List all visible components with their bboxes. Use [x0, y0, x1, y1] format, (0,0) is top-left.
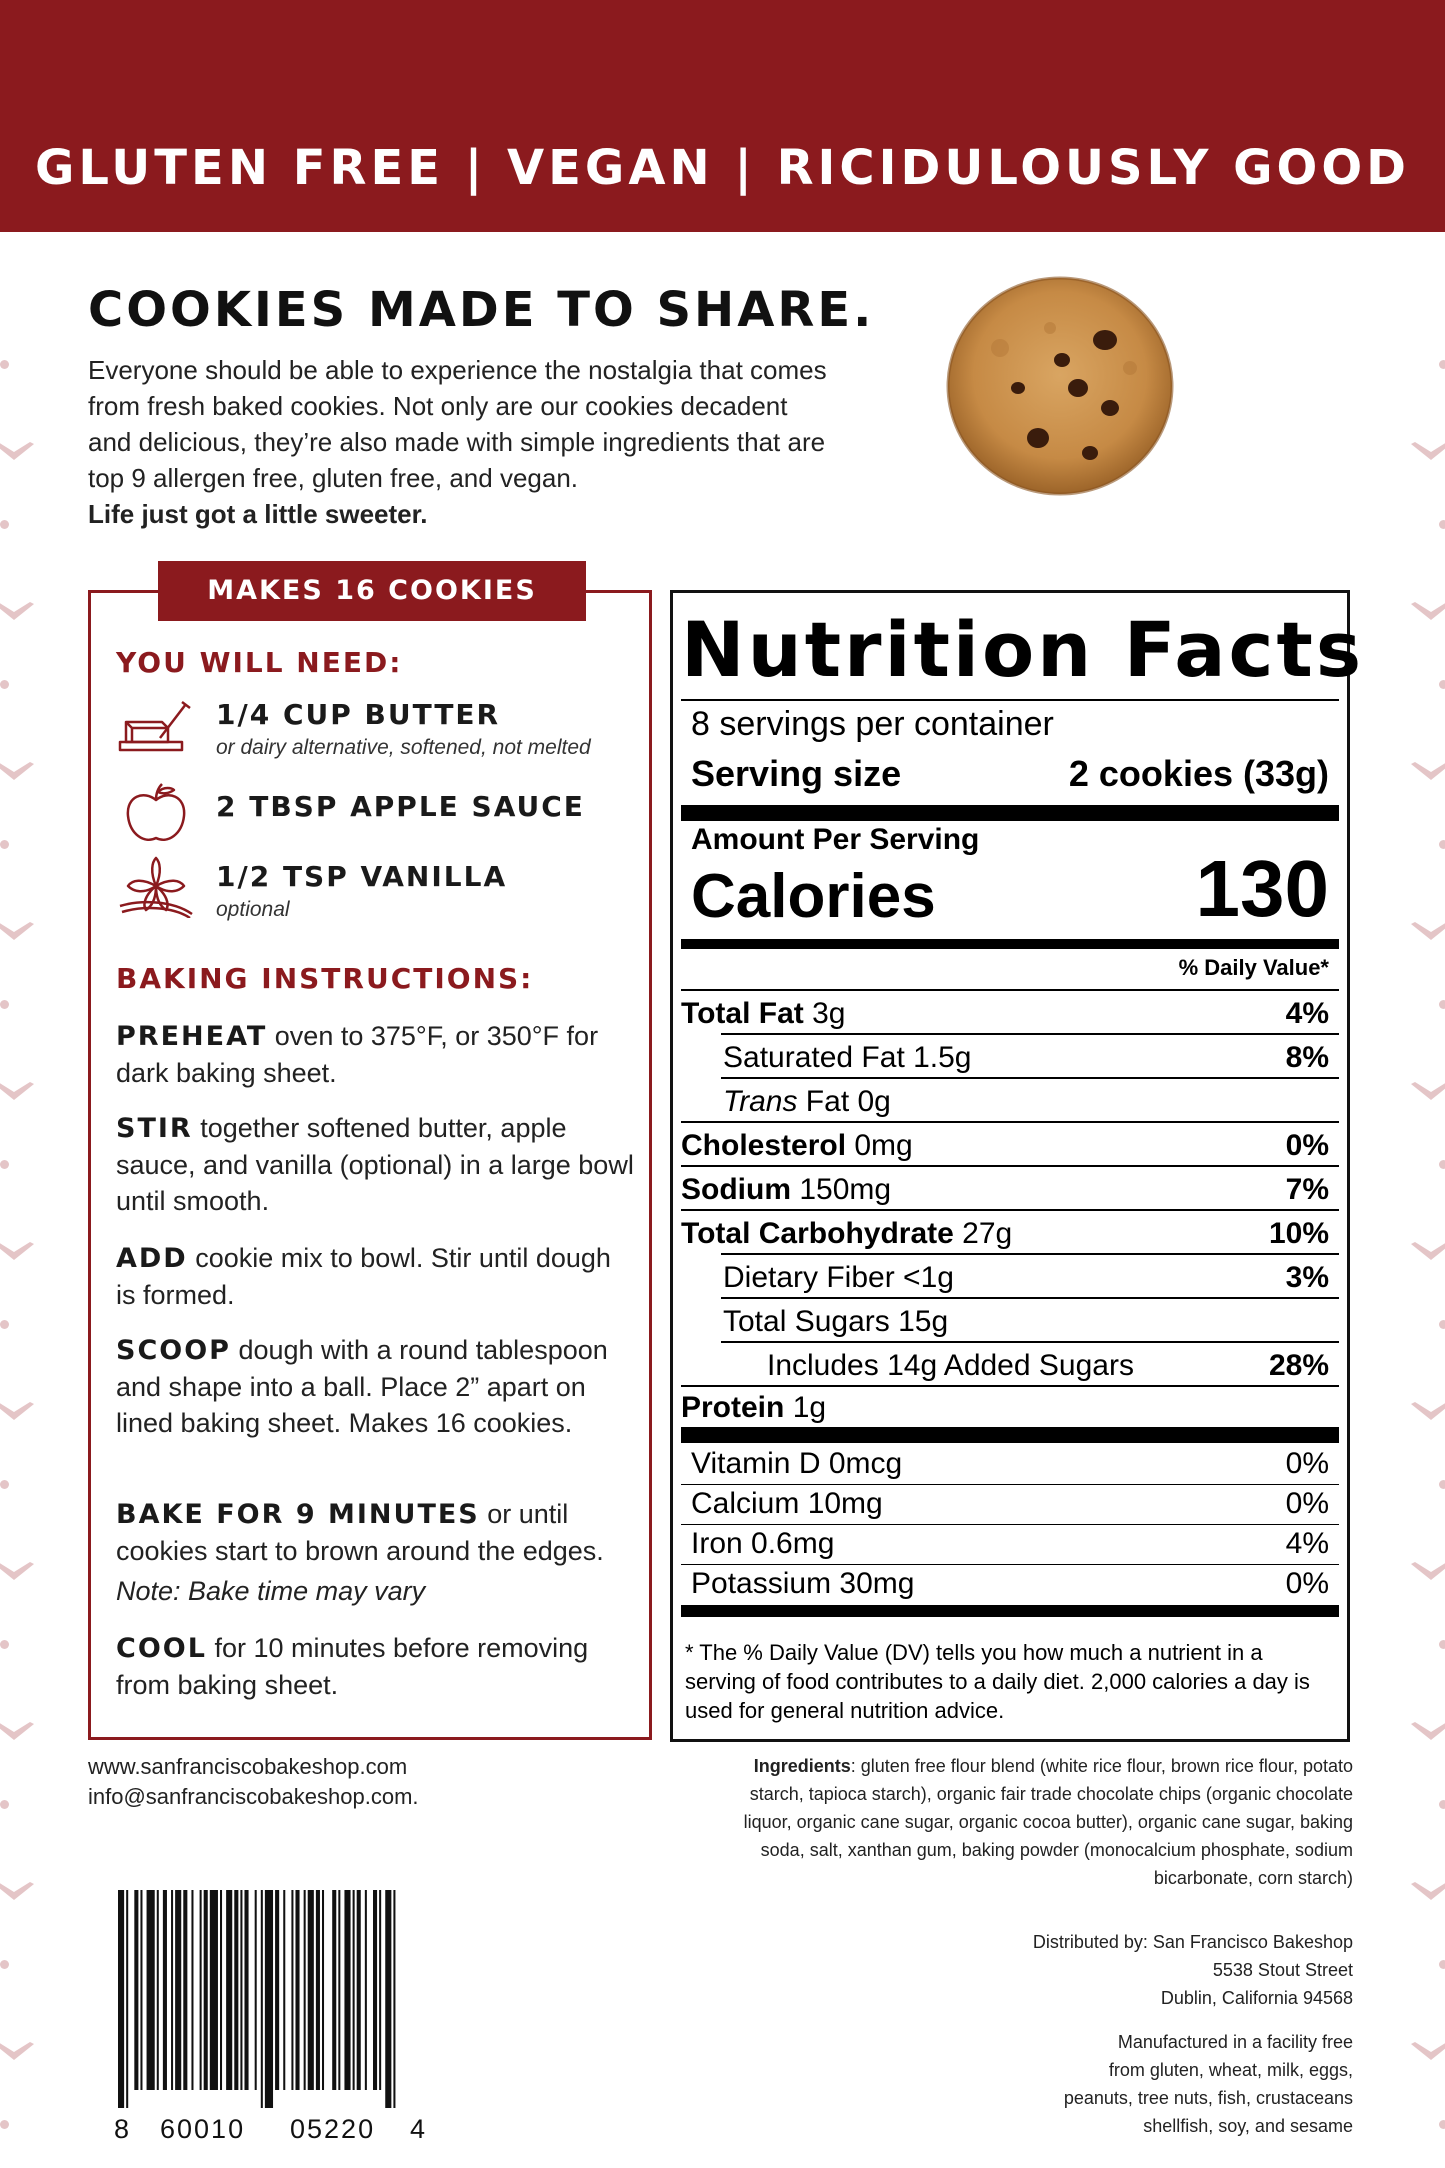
- nutrient-label: [681, 1217, 1012, 1251]
- decor-dot: [0, 520, 9, 529]
- nutrient-row: [681, 1211, 1339, 1255]
- nutrient-name: Sodium: [681, 1173, 791, 1206]
- nutrient-row: [681, 1343, 1339, 1387]
- decor-dot: [1439, 360, 1445, 369]
- serving-size-row: [691, 753, 1329, 795]
- barcode-bar: [191, 1890, 193, 2090]
- ingredient-butter-title: 1/4 CUP BUTTER: [216, 698, 501, 731]
- servings-per-container: 8 servings per container: [691, 705, 1054, 743]
- facility-line: peanuts, tree nuts, fish, crustaceans: [1063, 2088, 1353, 2108]
- barcode-bar: [157, 1890, 159, 2090]
- nutrient-name: Total Fat: [681, 997, 804, 1030]
- decor-dot: [0, 680, 9, 689]
- nutrient-row: [681, 1385, 1339, 1429]
- nutrient-row: [681, 1123, 1339, 1167]
- decor-dot: [1439, 2120, 1445, 2129]
- distributor-info: [1033, 1928, 1353, 2012]
- decor-chevron-icon: [0, 1400, 36, 1424]
- ingredient-butter-note: or dairy alternative, softened, not melted: [216, 736, 591, 759]
- step-note: Note: Bake time may vary: [116, 1576, 426, 1606]
- ingredient-vanilla-title: 1/2 TSP VANILLA: [216, 860, 508, 893]
- decor-dot: [1439, 1960, 1445, 1969]
- nf-medium-divider: [681, 1605, 1339, 1617]
- barcode-bar: [126, 1890, 128, 2108]
- barcode-bar: [265, 1890, 273, 2108]
- serving-size-label: Serving size: [691, 753, 902, 794]
- contact-info: [88, 1752, 419, 1812]
- vitamin-row: [681, 1445, 1339, 1485]
- decor-chevron-icon: [0, 760, 36, 784]
- barcode-bar: [344, 1890, 350, 2090]
- baking-instructions-heading: BAKING INSTRUCTIONS:: [116, 962, 534, 995]
- nutrient-row: [681, 991, 1339, 1035]
- nf-thick-divider: [681, 1427, 1339, 1443]
- step-preheat: [116, 1018, 636, 1091]
- nutrient-row: [681, 1299, 1339, 1343]
- vitamin-row: [681, 1525, 1339, 1565]
- step-text: oven to 375°F, or 350°F for dark baking sheet.: [116, 1021, 599, 1088]
- barcode-digit-last: 4: [410, 2114, 426, 2144]
- makes-tab: MAKES 16 COOKIES: [158, 561, 586, 621]
- step-text: or until cookies start to brown around the edges.: [116, 1499, 604, 1566]
- decor-dot: [1439, 520, 1445, 529]
- decor-dot: [1439, 1160, 1445, 1169]
- decor-dot: [1439, 1320, 1445, 1329]
- facility-line: from gluten, wheat, milk, eggs,: [1108, 2060, 1353, 2080]
- ingredients-label: Ingredients: [753, 1756, 851, 1776]
- nutrient-amount: Saturated Fat 1.5g: [723, 1041, 972, 1074]
- facility-line: Manufactured in a facility free: [1117, 2032, 1353, 2052]
- distributor-line: Dublin, California 94568: [1160, 1988, 1353, 2008]
- barcode-bar: [308, 1890, 314, 2090]
- decor-dot: [1439, 1000, 1445, 1009]
- decor-chevron-icon: [0, 2040, 36, 2064]
- barcode-bar: [332, 1890, 336, 2090]
- barcode-bar: [118, 1890, 124, 2108]
- barcode-bar: [140, 1890, 142, 2090]
- vitamin-label: Calcium 10mg: [691, 1487, 883, 1520]
- email-link[interactable]: info@sanfranciscobakeshop.com.: [88, 1784, 419, 1809]
- nf-thick-divider: [681, 805, 1339, 821]
- decor-chevron-icon: [1409, 1720, 1445, 1744]
- nutrition-title: Nutrition Facts: [681, 605, 1365, 694]
- step-head: STIR: [116, 1113, 193, 1144]
- decor-dot: [0, 1160, 9, 1169]
- barcode-bar: [255, 1890, 257, 2090]
- nutrient-percent: 3%: [1285, 1261, 1329, 1294]
- amount-per-serving: Amount Per Serving: [691, 823, 980, 856]
- intro-body: Everyone should be able to experience the nostalgia that comes from fresh baked cookies. Not only are our cookies decadent and delicious, they’re also made with simple ingredients that are top 9 allergen free, gluten free, and vegan.: [88, 355, 827, 493]
- decor-dot: [0, 360, 9, 369]
- barcode-bar: [322, 1890, 324, 2090]
- website-link[interactable]: www.sanfranciscobakeshop.com: [88, 1754, 408, 1779]
- barcode-bar: [379, 1890, 381, 2090]
- decor-chevron-icon: [1409, 1080, 1445, 1104]
- barcode-bar: [275, 1890, 279, 2090]
- nutrient-label: [681, 997, 846, 1031]
- nutrient-percent: 0%: [1285, 1129, 1329, 1162]
- decor-chevron-icon: [0, 1880, 36, 1904]
- decor-chevron-icon: [0, 1720, 36, 1744]
- vitamin-row: [681, 1565, 1339, 1605]
- barcode-bar: [175, 1890, 181, 2090]
- barcode-bar: [365, 1890, 367, 2090]
- nutrient-row: [681, 1079, 1339, 1123]
- barcode-bar: [240, 1890, 242, 2090]
- decor-chevron-icon: [1409, 760, 1445, 784]
- barcode-bar: [373, 1890, 377, 2090]
- barcode-digits-left: 60010: [160, 2114, 246, 2144]
- step-add: [116, 1240, 636, 1313]
- barcode-digit-first: 8: [114, 2114, 130, 2144]
- nutrient-percent: 7%: [1285, 1173, 1329, 1206]
- nutrient-amount: 3g: [803, 997, 846, 1030]
- nutrient-row: [681, 1255, 1339, 1299]
- barcode-bar: [357, 1890, 361, 2090]
- apple-icon: [116, 782, 196, 844]
- nutrient-row: [681, 1035, 1339, 1079]
- barcode-bar: [295, 1890, 299, 2090]
- nutrient-percent: 28%: [1268, 1349, 1329, 1382]
- barcode-bar: [385, 1890, 391, 2108]
- nutrient-label: [681, 1129, 913, 1163]
- banner-text: GLUTEN FREE | VEGAN | RICIDULOUSLY GOOD: [35, 140, 1410, 196]
- calories-label: Calories: [691, 862, 936, 931]
- barcode: [118, 1890, 438, 2110]
- decor-dot: [1439, 1480, 1445, 1489]
- nutrient-amount: Trans Fat 0g: [723, 1085, 891, 1118]
- decor-dot: [1439, 680, 1445, 689]
- nutrient-label: [723, 1085, 891, 1119]
- butter-icon: [116, 698, 196, 760]
- decor-chevron-icon: [1409, 2040, 1445, 2064]
- step-text: for 10 minutes before removing from baking sheet.: [116, 1633, 589, 1700]
- vitamin-percent: 4%: [1285, 1527, 1329, 1560]
- barcode-bar: [291, 1890, 293, 2090]
- decor-chevron-icon: [0, 440, 36, 464]
- vitamin-percent: 0%: [1285, 1447, 1329, 1480]
- barcode-bar: [393, 1890, 395, 2108]
- decor-dot: [1439, 1640, 1445, 1649]
- nutrient-percent: 10%: [1268, 1217, 1329, 1250]
- decor-dot: [0, 1800, 9, 1809]
- headline: COOKIES MADE TO SHARE.: [88, 282, 875, 338]
- decor-chevron-icon: [0, 1240, 36, 1264]
- barcode-bar: [147, 1890, 155, 2090]
- barcode-bar: [244, 1890, 248, 2090]
- barcode-digits-right: 05220: [290, 2114, 376, 2144]
- nutrient-amount: Total Sugars 15g: [723, 1305, 949, 1338]
- barcode-bar: [204, 1890, 208, 2090]
- nutrient-percent: 4%: [1285, 997, 1329, 1030]
- vanilla-icon: [116, 856, 196, 918]
- nutrient-name: Cholesterol: [681, 1129, 847, 1162]
- nutrient-percent: 8%: [1285, 1041, 1329, 1074]
- facility-line: shellfish, soy, and sesame: [1143, 2116, 1353, 2136]
- distributor-line: 5538 Stout Street: [1212, 1960, 1353, 1980]
- step-head: COOL: [116, 1633, 207, 1664]
- decor-dot: [0, 1000, 9, 1009]
- nutrient-amount: 150mg: [791, 1173, 892, 1206]
- vitamin-percent: 0%: [1285, 1567, 1329, 1600]
- barcode-bar: [316, 1890, 320, 2090]
- intro-text: [88, 352, 828, 532]
- vitamin-label: Vitamin D 0mcg: [691, 1447, 903, 1480]
- barcode-bar: [304, 1890, 306, 2090]
- ingredient-vanilla-note: optional: [216, 898, 290, 921]
- calories-value: 130: [1195, 844, 1329, 933]
- distributor-line: Distributed by: San Francisco Bakeshop: [1032, 1932, 1353, 1952]
- step-head: BAKE FOR 9 MINUTES: [116, 1499, 480, 1530]
- barcode-bar: [353, 1890, 355, 2090]
- vitamin-label: Iron 0.6mg: [691, 1527, 835, 1560]
- nutrient-label: [681, 1391, 826, 1425]
- decor-dot: [0, 2120, 9, 2129]
- you-will-need-heading: YOU WILL NEED:: [116, 646, 403, 679]
- nutrient-amount: 1g: [784, 1391, 827, 1424]
- decor-dot: [0, 1480, 9, 1489]
- decor-chevron-icon: [0, 1560, 36, 1584]
- step-scoop: [116, 1332, 636, 1441]
- nutrient-label: [681, 1173, 891, 1207]
- nf-divider: [681, 699, 1339, 701]
- nutrition-facts-panel: [670, 590, 1365, 1742]
- nf-medium-divider: [681, 939, 1339, 949]
- nutrient-amount: Dietary Fiber <1g: [723, 1261, 954, 1294]
- step-text: together softened butter, apple sauce, and vanilla (optional) in a large bowl until smooth.: [116, 1113, 634, 1216]
- barcode-bar: [163, 1890, 167, 2090]
- barcode-bar: [134, 1890, 138, 2090]
- decor-dot: [0, 840, 9, 849]
- nutrient-label: [767, 1349, 1134, 1383]
- vitamin-label: Potassium 30mg: [691, 1567, 915, 1600]
- decor-dot: [0, 1640, 9, 1649]
- barcode-bar: [283, 1890, 285, 2090]
- allergen-facility-statement: [1064, 2028, 1353, 2140]
- nutrient-row: [681, 1167, 1339, 1211]
- intro-tagline: Life just got a little sweeter.: [88, 499, 428, 529]
- barcode-bar: [226, 1890, 232, 2090]
- barcode-bar: [261, 1890, 263, 2108]
- ingredients-text: : gluten free flour blend (white rice flour, brown rice flour, potato starch, tapioca starch), organic fair trade chocolate chips (organic chocolate liquor, organic cane sugar, organic cocoa butter), organic cane sugar, baking soda, salt, xanthan gum, baking powder (monocalcium phosphate, sodium bicarbonate, corn starch): [743, 1756, 1353, 1888]
- decor-chevron-icon: [1409, 440, 1445, 464]
- step-text: cookie mix to bowl. Stir until dough is formed.: [116, 1243, 611, 1310]
- barcode-bar: [210, 1890, 218, 2090]
- decor-dot: [1439, 840, 1445, 849]
- step-bake: [116, 1496, 636, 1609]
- decor-chevron-icon: [1409, 1240, 1445, 1264]
- step-cool: [116, 1630, 636, 1703]
- decor-chevron-icon: [1409, 920, 1445, 944]
- nutrient-label: [723, 1041, 972, 1075]
- nutrient-name: Protein: [681, 1391, 785, 1424]
- nutrient-amount: Includes 14g Added Sugars: [767, 1349, 1134, 1382]
- step-head: ADD: [116, 1243, 188, 1274]
- right-border-decoration: [1409, 250, 1445, 2150]
- vitamin-row: [681, 1485, 1339, 1525]
- nutrient-name: Total Carbohydrate: [681, 1217, 954, 1250]
- barcode-bar: [200, 1890, 202, 2090]
- step-head: PREHEAT: [116, 1021, 268, 1052]
- decor-chevron-icon: [0, 600, 36, 624]
- barcode-bar: [183, 1890, 187, 2090]
- nutrient-label: [723, 1305, 948, 1339]
- barcode-bar: [220, 1890, 222, 2090]
- decor-dot: [1439, 1800, 1445, 1809]
- nutrient-label: [723, 1261, 954, 1295]
- decor-dot: [0, 1960, 9, 1969]
- serving-size-value: 2 cookies (33g): [1068, 753, 1329, 794]
- step-stir: [116, 1110, 636, 1219]
- decor-chevron-icon: [1409, 1560, 1445, 1584]
- vitamin-percent: 0%: [1285, 1487, 1329, 1520]
- decor-chevron-icon: [1409, 1400, 1445, 1424]
- barcode-bar: [338, 1890, 340, 2090]
- decor-chevron-icon: [1409, 600, 1445, 624]
- ingredients-list: [713, 1752, 1353, 1892]
- top-banner: [0, 0, 1445, 232]
- step-text: dough with a round tablespoon and shape into a ball. Place 2” apart on lined baking sheet. Makes 16 cookies.: [116, 1335, 608, 1438]
- barcode-bar: [234, 1890, 238, 2090]
- nutrient-amount: 0mg: [846, 1129, 913, 1162]
- decor-dot: [0, 1320, 9, 1329]
- cookie-image: [940, 268, 1180, 503]
- ingredient-apple-sauce-title: 2 TBSP APPLE SAUCE: [216, 790, 585, 823]
- daily-value-footnote: * The % Daily Value (DV) tells you how much a nutrient in a serving of food contributes to a daily diet. 2,000 calories a day is used for general nutrition advice.: [685, 1640, 1310, 1723]
- left-border-decoration: [0, 250, 36, 2150]
- decor-chevron-icon: [0, 1080, 36, 1104]
- decor-chevron-icon: [0, 920, 36, 944]
- decor-chevron-icon: [1409, 1880, 1445, 1904]
- nutrient-amount: 27g: [953, 1217, 1013, 1250]
- barcode-bar: [171, 1890, 173, 2090]
- step-head: SCOOP: [116, 1335, 231, 1366]
- daily-value-header: % Daily Value*: [1178, 955, 1329, 980]
